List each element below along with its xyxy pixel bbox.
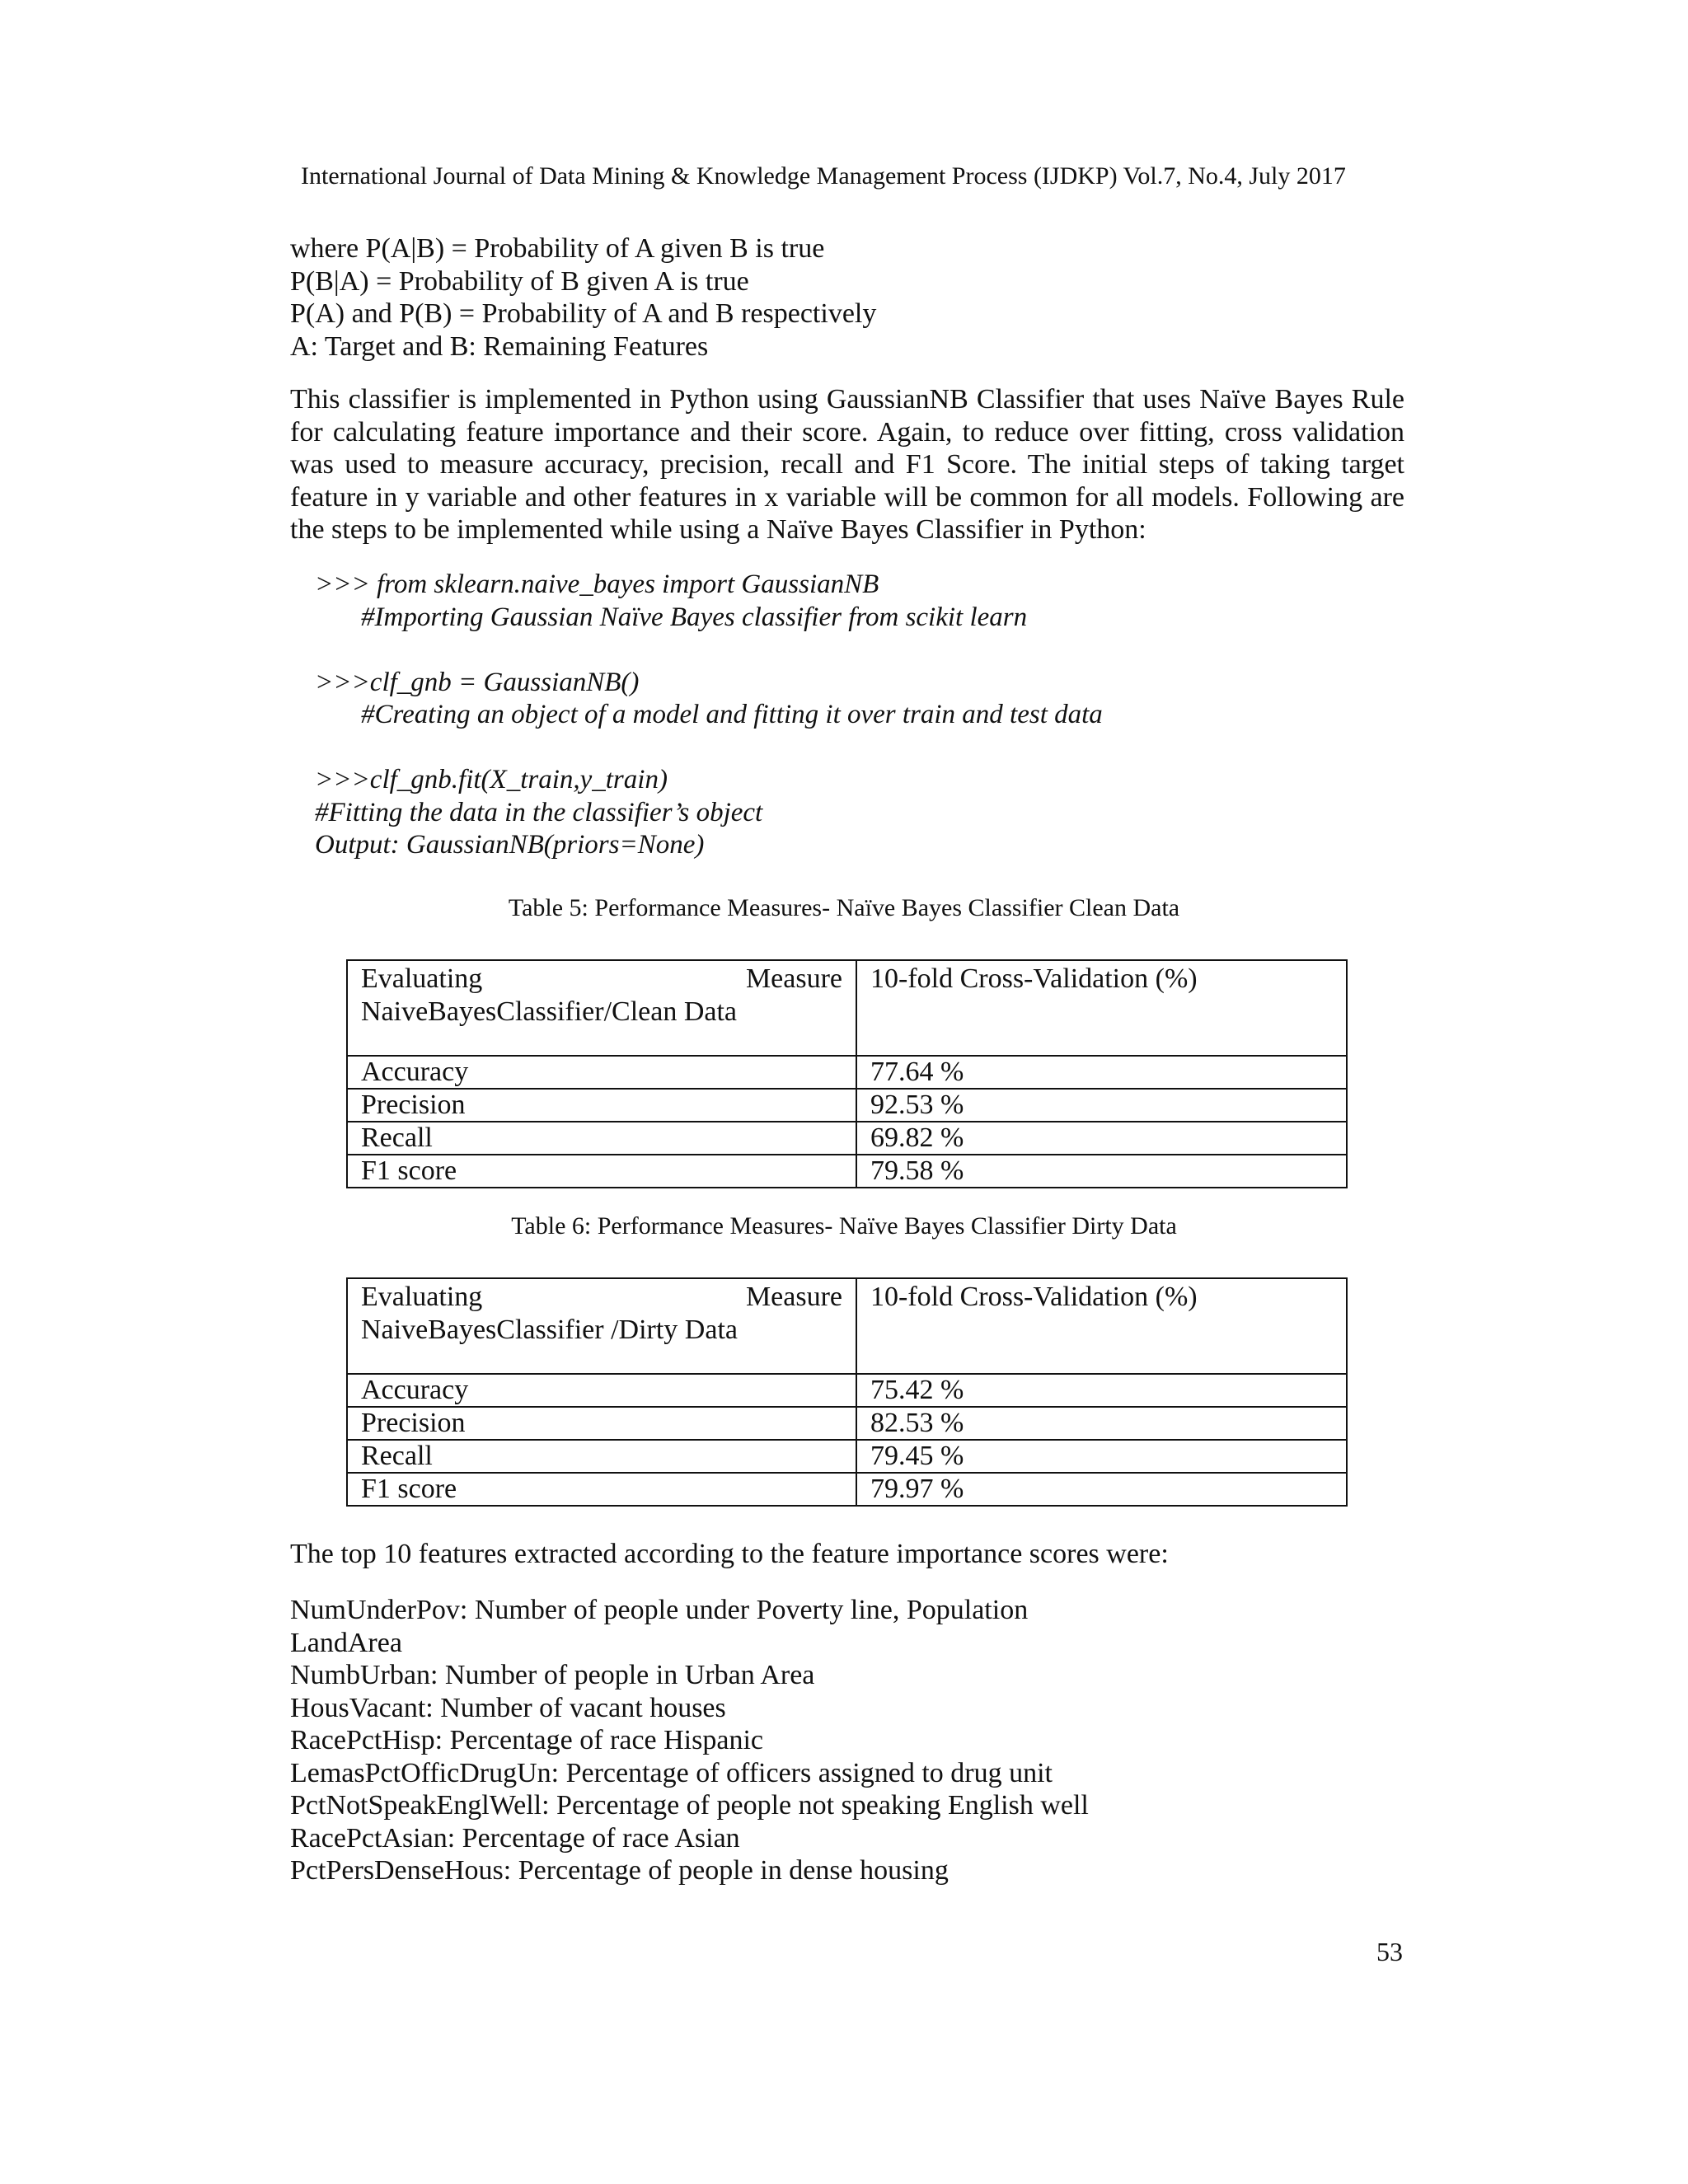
definition-line: where P(A|B) = Probability of A given B is true <box>290 233 825 264</box>
list-item: RacePctHisp: Percentage of race Hispanic <box>290 1725 763 1755</box>
table-row: Accuracy 75.42 % <box>347 1374 1347 1407</box>
table-row: Precision 82.53 % <box>347 1407 1347 1440</box>
table-row: Recall 79.45 % <box>347 1440 1347 1473</box>
header-cell-cv: 10-fold Cross-Validation (%) <box>856 1278 1347 1374</box>
table-row: F1 score 79.58 % <box>347 1155 1347 1188</box>
table-header-row <box>347 1278 1347 1374</box>
table5 <box>346 959 1348 1188</box>
list-item: NumUnderPov: Number of people under Poverty line, Population <box>290 1595 1029 1625</box>
code-comment: #Creating an object of a model and fitting it over train and test data <box>361 700 1103 729</box>
table6 <box>346 1277 1348 1507</box>
top-features-intro: The top 10 features extracted according to the feature importance scores were: <box>290 1539 1169 1569</box>
table-row: F1 score 79.97 % <box>347 1473 1347 1506</box>
list-item: PctPersDenseHous: Percentage of people in dense housing <box>290 1855 949 1886</box>
code-line: >>>clf_gnb.fit(X_train,y_train) <box>315 765 668 794</box>
body-paragraph: This classifier is implemented in Python using GaussianNB Classifier that uses Naïve Bayes Rule for calculating feature importance and their score. Again, to reduce over fitting, cross validation was used to measure accuracy, precision, recall and F1 Score. The initial steps of taking target feature in y variable and other features in x variable will be common for all models. Following are the steps to be implemented while using a Naïve Bayes Classifier in Python: <box>290 384 1404 545</box>
list-item: LemasPctOfficDrugUn: Percentage of officers assigned to drug unit <box>290 1757 1053 1788</box>
table-row: Accuracy 77.64 % <box>347 1056 1347 1089</box>
list-item: PctNotSpeakEnglWell: Percentage of people not speaking English well <box>290 1790 1089 1821</box>
page-number: 53 <box>1376 1937 1403 1966</box>
definition-line: P(B|A) = Probability of B given A is true <box>290 265 749 297</box>
list-item: RacePctAsian: Percentage of race Asian <box>290 1822 740 1854</box>
list-item: NumbUrban: Number of people in Urban Area <box>290 1660 815 1690</box>
code-output: Output: GaussianNB(priors=None) <box>315 830 705 860</box>
code-comment: #Importing Gaussian Naïve Bayes classifier from scikit learn <box>361 602 1028 632</box>
feature-list <box>290 1594 1403 1887</box>
table6-caption: Table 6: Performance Measures- Naïve Bayes Classifier Dirty Data <box>511 1212 1177 1240</box>
probability-definitions <box>290 232 1403 363</box>
header-cell-measure: Evaluating Measure NaiveBayesClassifier/Clean Data <box>347 960 856 1056</box>
running-header: International Journal of Data Mining & Knowledge Management Process (IJDKP) Vol.7, No.4, July 2017 <box>301 162 1346 190</box>
table-header-row <box>347 960 1347 1056</box>
definition-line: A: Target and B: Remaining Features <box>290 330 709 362</box>
list-item: LandArea <box>290 1627 402 1658</box>
list-item: HousVacant: Number of vacant houses <box>290 1692 726 1723</box>
code-comment: #Fitting the data in the classifier’s object <box>315 797 763 827</box>
definition-line: P(A) and P(B) = Probability of A and B respectively <box>290 298 877 329</box>
code-line: >>> from sklearn.naive_bayes import GaussianNB <box>315 569 879 599</box>
table-row: Precision 92.53 % <box>347 1089 1347 1122</box>
header-cell-measure: Evaluating Measure NaiveBayesClassifier /Dirty Data <box>347 1278 856 1374</box>
code-line: >>>clf_gnb = GaussianNB() <box>315 667 640 697</box>
code-listing <box>315 569 1386 862</box>
header-cell-cv: 10-fold Cross-Validation (%) <box>856 960 1347 1056</box>
table-row: Recall 69.82 % <box>347 1122 1347 1155</box>
table5-caption: Table 5: Performance Measures- Naïve Bayes Classifier Clean Data <box>508 894 1180 921</box>
